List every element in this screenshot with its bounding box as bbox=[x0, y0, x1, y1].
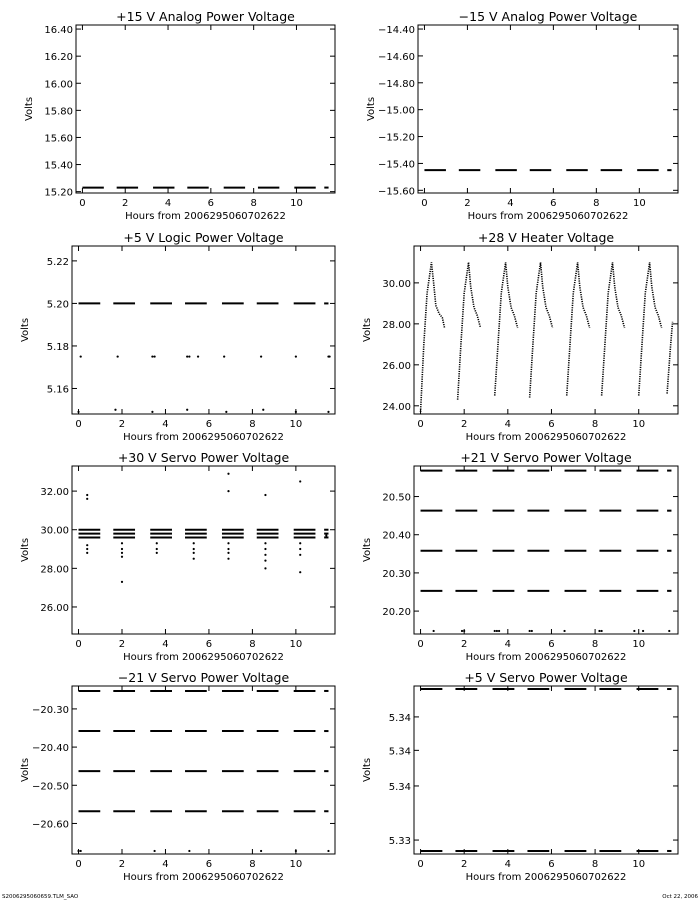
y-tick-label: −20.60 bbox=[31, 819, 69, 831]
x-axis-label: Hours from 2006295060702622 bbox=[123, 652, 284, 663]
y-tick-label: 26.00 bbox=[40, 602, 69, 614]
data-point bbox=[86, 552, 88, 554]
data-point bbox=[328, 355, 330, 357]
x-tick-label: 0 bbox=[75, 859, 82, 870]
x-axis-label: Hours from 2006295060702622 bbox=[465, 432, 627, 443]
data-point bbox=[563, 630, 565, 632]
x-tick-label: 10 bbox=[632, 198, 646, 209]
data-point bbox=[193, 548, 195, 550]
x-tick-label: 2 bbox=[460, 859, 468, 870]
x-tick-label: 8 bbox=[593, 198, 600, 209]
data-point bbox=[227, 542, 229, 544]
data-point bbox=[299, 542, 301, 544]
x-axis-label: Hours from 2006295060702622 bbox=[465, 652, 627, 663]
data-point bbox=[262, 409, 264, 411]
data-point bbox=[151, 411, 153, 413]
data-point bbox=[86, 544, 88, 546]
heater-cycle-line bbox=[421, 262, 445, 412]
chart-title: +5 V Logic Power Voltage bbox=[123, 230, 284, 245]
x-tick-label: 6 bbox=[548, 639, 555, 650]
data-point bbox=[299, 554, 301, 556]
data-point bbox=[114, 409, 116, 411]
x-tick-label: 4 bbox=[507, 198, 514, 209]
data-point bbox=[121, 548, 123, 550]
y-tick-label: −15.60 bbox=[377, 186, 415, 198]
data-point bbox=[299, 548, 301, 550]
x-axis-label: Hours from 2006295060702622 bbox=[123, 872, 284, 883]
y-tick-label: 5.34 bbox=[388, 712, 411, 724]
x-tick-label: 8 bbox=[249, 639, 256, 650]
x-tick-label: 2 bbox=[122, 198, 129, 209]
plot-frame bbox=[414, 686, 678, 854]
data-point bbox=[498, 630, 500, 632]
x-tick-label: 2 bbox=[118, 639, 126, 650]
chart-panel bbox=[362, 670, 678, 883]
x-tick-label: 8 bbox=[591, 859, 599, 870]
plot-frame bbox=[76, 25, 335, 193]
x-tick-label: 4 bbox=[162, 639, 169, 650]
heater-cycle-line bbox=[567, 262, 590, 395]
x-tick-label: 2 bbox=[460, 419, 468, 430]
chart-title: +28 V Heater Voltage bbox=[477, 230, 615, 245]
data-point bbox=[633, 630, 635, 632]
chart-panel bbox=[24, 9, 335, 222]
footer-date: Oct 22, 2006 bbox=[662, 894, 698, 900]
data-point bbox=[86, 498, 88, 500]
x-axis-label: Hours from 2006295060702622 bbox=[467, 211, 629, 222]
data-point bbox=[463, 630, 465, 632]
chart-title: +15 V Analog Power Voltage bbox=[116, 9, 295, 24]
data-point bbox=[598, 630, 600, 632]
data-point bbox=[529, 630, 531, 632]
heater-cycle-line bbox=[667, 322, 672, 394]
y-tick-label: 5.33 bbox=[388, 836, 411, 848]
data-point bbox=[156, 542, 158, 544]
chart-panel bbox=[20, 450, 335, 663]
data-point bbox=[156, 548, 158, 550]
y-tick-label: −14.40 bbox=[377, 25, 415, 37]
data-point bbox=[117, 355, 119, 357]
x-tick-label: 6 bbox=[205, 639, 213, 650]
plot-frame bbox=[72, 246, 335, 414]
data-point bbox=[325, 534, 327, 536]
data-point bbox=[668, 630, 670, 632]
y-tick-label: 15.60 bbox=[44, 133, 73, 145]
y-tick-label: 15.20 bbox=[44, 187, 73, 199]
data-point bbox=[153, 850, 155, 852]
data-point bbox=[260, 850, 262, 852]
data-point bbox=[260, 355, 262, 357]
y-axis-label: Volts bbox=[362, 757, 373, 783]
data-point bbox=[188, 355, 190, 357]
y-tick-label: 5.34 bbox=[388, 746, 411, 758]
data-point bbox=[193, 542, 195, 544]
x-tick-label: 10 bbox=[632, 639, 646, 650]
y-tick-label: 24.00 bbox=[382, 401, 411, 413]
data-point bbox=[80, 850, 82, 852]
y-tick-label: 16.00 bbox=[44, 79, 73, 91]
x-tick-label: 0 bbox=[417, 859, 424, 870]
x-tick-label: 6 bbox=[205, 859, 213, 870]
x-tick-label: 2 bbox=[118, 859, 126, 870]
y-axis-label: Volts bbox=[362, 317, 373, 343]
heater-cycle-line bbox=[458, 262, 481, 399]
y-tick-label: −15.20 bbox=[377, 132, 415, 144]
data-point bbox=[264, 554, 266, 556]
data-point bbox=[295, 850, 297, 852]
y-tick-label: −15.40 bbox=[377, 159, 415, 171]
x-tick-label: 2 bbox=[460, 639, 468, 650]
y-tick-label: 5.22 bbox=[46, 256, 69, 268]
data-point bbox=[264, 542, 266, 544]
data-point bbox=[186, 355, 188, 357]
x-tick-label: 6 bbox=[207, 198, 215, 209]
y-tick-label: 15.80 bbox=[44, 106, 73, 118]
chart-panel bbox=[362, 450, 678, 663]
x-tick-label: 4 bbox=[504, 419, 512, 430]
x-tick-label: 8 bbox=[249, 419, 256, 430]
plot-frame bbox=[72, 686, 335, 854]
x-tick-label: 10 bbox=[632, 419, 646, 430]
data-point bbox=[264, 567, 266, 569]
chart-title: +21 V Servo Power Voltage bbox=[460, 450, 632, 465]
x-tick-label: 0 bbox=[417, 419, 424, 430]
x-tick-label: 6 bbox=[550, 198, 557, 209]
footer-source: S2006295060659.TLM_SAO bbox=[2, 894, 79, 900]
data-point bbox=[227, 558, 229, 560]
chart-title: −21 V Servo Power Voltage bbox=[117, 670, 290, 685]
y-tick-label: 16.40 bbox=[44, 25, 73, 37]
data-point bbox=[327, 850, 329, 852]
heater-cycle-line bbox=[530, 262, 553, 397]
x-tick-label: 4 bbox=[162, 419, 169, 430]
data-point bbox=[264, 494, 266, 496]
data-point bbox=[642, 630, 644, 632]
y-tick-label: −20.50 bbox=[31, 781, 69, 793]
chart-panel bbox=[366, 9, 678, 222]
y-axis-label: Volts bbox=[20, 537, 31, 563]
chart-panel bbox=[362, 230, 678, 443]
y-tick-label: 5.34 bbox=[388, 781, 411, 793]
y-axis-label: Volts bbox=[366, 96, 377, 122]
x-axis-label: Hours from 2006295060702622 bbox=[123, 432, 284, 443]
data-point bbox=[188, 850, 190, 852]
x-axis-label: Hours from 2006295060702622 bbox=[125, 211, 286, 222]
data-point bbox=[227, 548, 229, 550]
plot-frame bbox=[414, 246, 678, 414]
x-axis-label: Hours from 2006295060702622 bbox=[465, 872, 627, 883]
y-tick-label: 20.50 bbox=[382, 492, 411, 504]
data-point bbox=[327, 411, 329, 413]
x-tick-label: 0 bbox=[421, 198, 428, 209]
data-point bbox=[295, 355, 297, 357]
y-tick-label: −15.00 bbox=[377, 105, 415, 117]
x-tick-label: 10 bbox=[289, 419, 303, 430]
chart-title: +30 V Servo Power Voltage bbox=[117, 450, 290, 465]
x-tick-label: 10 bbox=[289, 639, 303, 650]
y-tick-label: 16.20 bbox=[44, 52, 73, 64]
data-point bbox=[77, 411, 79, 413]
data-point bbox=[227, 473, 229, 475]
data-point bbox=[86, 548, 88, 550]
y-tick-label: 28.00 bbox=[382, 319, 411, 331]
x-tick-label: 0 bbox=[75, 639, 82, 650]
x-tick-label: 10 bbox=[289, 859, 303, 870]
data-point bbox=[223, 355, 225, 357]
data-point bbox=[121, 581, 123, 583]
x-tick-label: 0 bbox=[417, 639, 424, 650]
data-point bbox=[121, 542, 123, 544]
data-point bbox=[225, 411, 227, 413]
data-point bbox=[227, 552, 229, 554]
x-tick-label: 4 bbox=[164, 198, 172, 209]
x-tick-label: 2 bbox=[118, 419, 126, 430]
data-point bbox=[156, 552, 158, 554]
x-tick-label: 6 bbox=[548, 419, 555, 430]
x-tick-label: 0 bbox=[75, 419, 82, 430]
x-tick-label: 10 bbox=[290, 198, 303, 209]
data-point bbox=[193, 552, 195, 554]
data-point bbox=[227, 490, 229, 492]
y-tick-label: 15.40 bbox=[44, 160, 73, 172]
data-point bbox=[299, 480, 301, 482]
y-tick-label: 20.30 bbox=[382, 568, 411, 580]
x-tick-label: 0 bbox=[79, 198, 86, 209]
data-point bbox=[295, 411, 297, 413]
plot-frame bbox=[418, 25, 678, 193]
data-point bbox=[496, 630, 498, 632]
heater-cycle-line bbox=[639, 262, 662, 395]
chart-title: −15 V Analog Power Voltage bbox=[458, 9, 638, 24]
x-tick-label: 8 bbox=[250, 198, 257, 209]
plot-frame bbox=[72, 466, 335, 634]
x-tick-label: 8 bbox=[591, 639, 599, 650]
data-point bbox=[494, 630, 496, 632]
x-tick-label: 8 bbox=[591, 419, 599, 430]
x-tick-label: 4 bbox=[162, 859, 169, 870]
y-tick-label: −14.60 bbox=[377, 51, 415, 63]
y-tick-label: 32.00 bbox=[40, 487, 69, 499]
data-point bbox=[264, 560, 266, 562]
y-axis-label: Volts bbox=[24, 96, 35, 122]
x-tick-label: 4 bbox=[504, 639, 512, 650]
heater-cycle-line bbox=[602, 262, 625, 395]
data-point bbox=[77, 850, 79, 852]
x-tick-label: 10 bbox=[632, 859, 646, 870]
chart-panel bbox=[20, 670, 335, 883]
x-tick-label: 6 bbox=[548, 859, 555, 870]
y-tick-label: −20.40 bbox=[31, 743, 69, 755]
x-tick-label: 6 bbox=[205, 419, 213, 430]
y-tick-label: 20.40 bbox=[382, 530, 411, 542]
data-point bbox=[121, 552, 123, 554]
y-tick-label: 30.00 bbox=[382, 278, 411, 290]
y-tick-label: −20.30 bbox=[31, 704, 69, 716]
data-point bbox=[186, 409, 188, 411]
data-point bbox=[121, 556, 123, 558]
y-axis-label: Volts bbox=[362, 537, 373, 563]
chart-title: +5 V Servo Power Voltage bbox=[464, 670, 628, 685]
y-tick-label: 20.20 bbox=[382, 607, 411, 619]
y-tick-label: 28.00 bbox=[40, 564, 69, 576]
x-tick-label: 4 bbox=[504, 859, 512, 870]
data-point bbox=[193, 558, 195, 560]
y-tick-label: 5.20 bbox=[46, 299, 69, 311]
x-tick-label: 2 bbox=[464, 198, 471, 209]
y-tick-label: 26.00 bbox=[382, 360, 411, 372]
heater-cycle-line bbox=[495, 262, 518, 395]
data-point bbox=[299, 571, 301, 573]
data-point bbox=[197, 355, 199, 357]
data-point bbox=[151, 355, 153, 357]
data-point bbox=[433, 630, 435, 632]
y-tick-label: 30.00 bbox=[40, 525, 69, 537]
y-axis-label: Volts bbox=[20, 757, 31, 783]
y-tick-label: 5.16 bbox=[46, 384, 69, 396]
data-point bbox=[531, 630, 533, 632]
data-point bbox=[461, 630, 463, 632]
data-point bbox=[153, 355, 155, 357]
y-tick-label: 5.18 bbox=[46, 341, 69, 353]
y-axis-label: Volts bbox=[20, 317, 31, 343]
data-point bbox=[80, 355, 82, 357]
data-point bbox=[86, 494, 88, 496]
y-tick-label: −14.80 bbox=[377, 78, 415, 90]
x-tick-label: 8 bbox=[249, 859, 256, 870]
data-point bbox=[264, 548, 266, 550]
chart-panel bbox=[20, 230, 335, 443]
data-point bbox=[601, 630, 603, 632]
